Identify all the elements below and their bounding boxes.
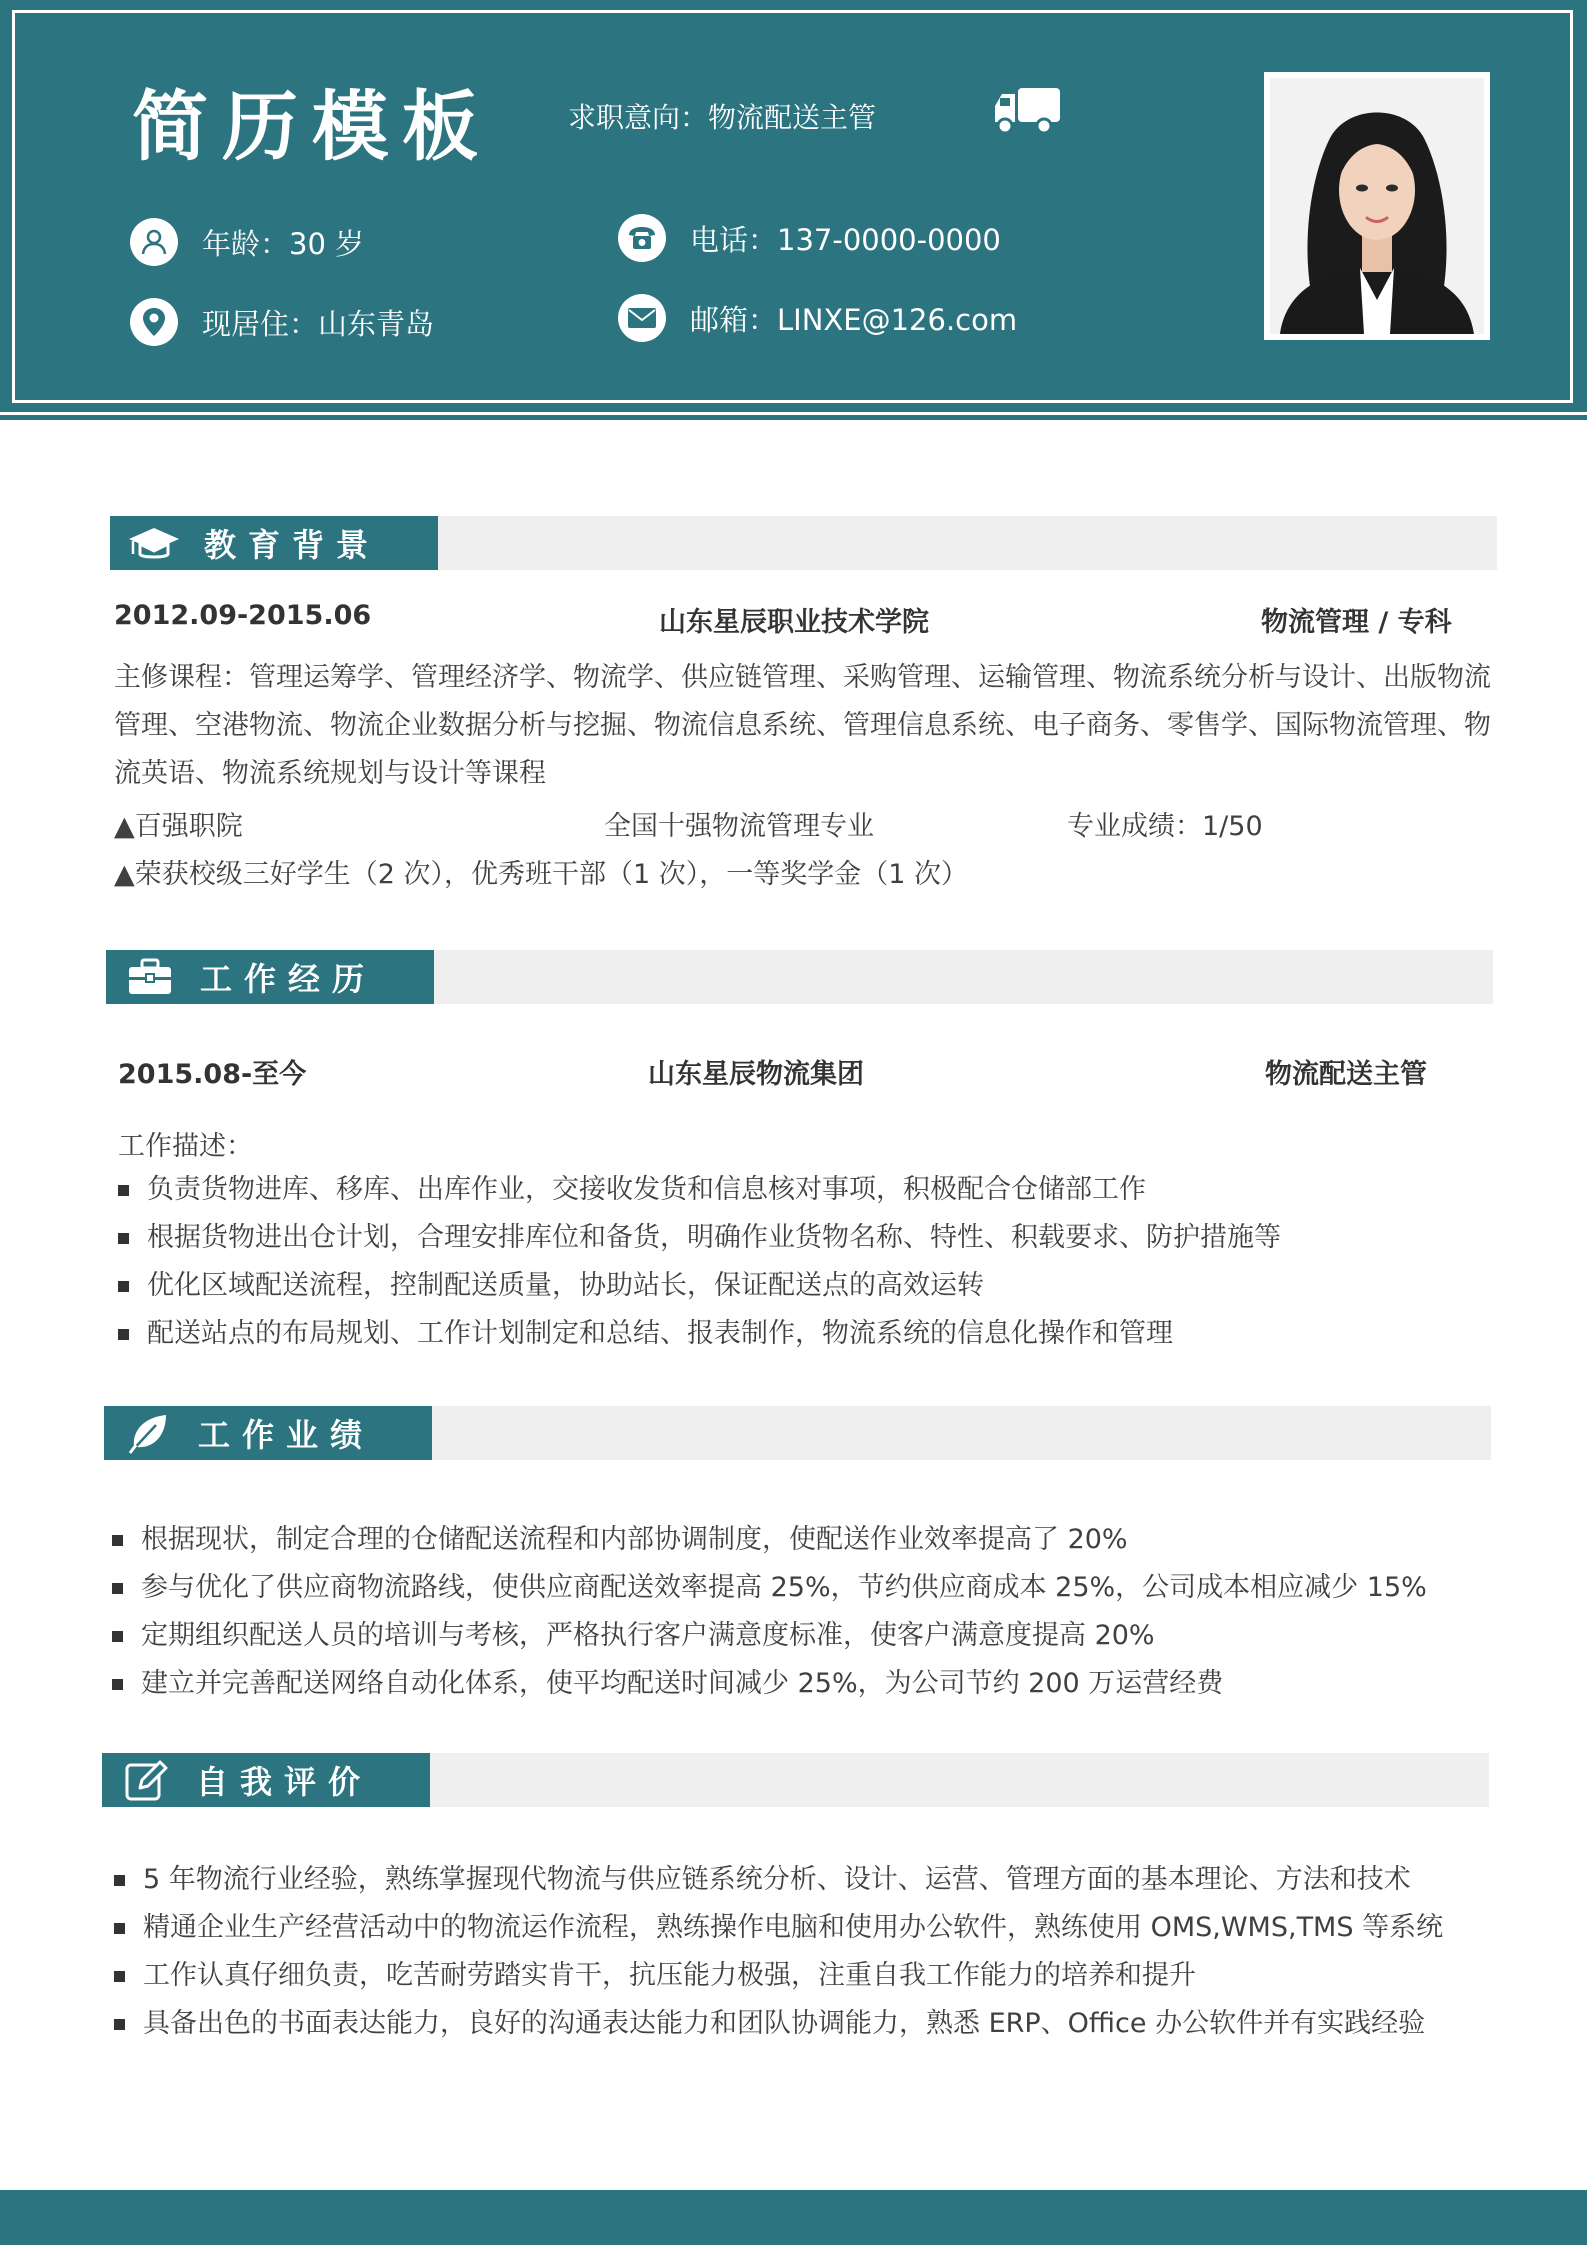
phone-text: 电话：137-0000-0000: [690, 222, 1001, 257]
age-text: 年龄：30 岁: [202, 226, 365, 261]
list-item: 参与优化了供应商物流路线，使供应商配送效率提高 25%，节约供应商成本 25%，公司成本相应减少 15%: [112, 1564, 1427, 1612]
list-item: 根据现状，制定合理的仓储配送流程和内部协调制度，使配送作业效率提高了 20%: [112, 1516, 1427, 1564]
profile-photo: [1264, 72, 1490, 340]
list-item: 优化区域配送流程，控制配送质量，协助站长，保证配送点的高效运转: [118, 1262, 1281, 1310]
education-title: 教育背景: [204, 526, 381, 564]
list-item: 根据货物进出仓计划，合理安排库位和备货，明确作业货物名称、特性、积载要求、防护措施等: [118, 1214, 1281, 1262]
self-eval-section-tab: [102, 1753, 430, 1807]
phone-icon: [618, 214, 666, 262]
work-company: 山东星辰物流集团: [648, 1059, 864, 1090]
work-title: 工作经历: [200, 960, 377, 998]
education-highlight-1: ▲百强职院: [114, 811, 243, 842]
work-period: 2015.08-至今: [118, 1059, 307, 1090]
resume-title: 简历模板: [132, 82, 492, 171]
achievements-list: [112, 1516, 1427, 1708]
graduation-cap-icon: [126, 523, 182, 563]
list-item: 配送站点的布局规划、工作计划制定和总结、报表制作，物流系统的信息化操作和管理: [118, 1310, 1281, 1358]
achievements-title: 工作业绩: [198, 1416, 375, 1454]
email-text: 邮箱：LINXE@126.com: [690, 302, 1018, 337]
list-item: 精通企业生产经营活动中的物流运作流程，熟练操作电脑和使用办公软件，熟练使用 OMS,WMS,TMS 等系统: [114, 1904, 1443, 1952]
age-row: [130, 218, 364, 266]
header-divider: [0, 412, 1587, 415]
person-icon: [130, 218, 178, 266]
self-eval-section-bar: [102, 1753, 1489, 1807]
achievements-section-tab: [104, 1406, 432, 1460]
work-position: 物流配送主管: [1265, 1059, 1427, 1090]
self-eval-title: 自我评价: [196, 1763, 373, 1801]
email-row: [618, 294, 1017, 342]
list-item: 定期组织配送人员的培训与考核，严格执行客户满意度标准，使客户满意度提高 20%: [112, 1612, 1427, 1660]
work-description-label: 工作描述：: [118, 1131, 253, 1162]
education-school: 山东星辰职业技术学院: [659, 607, 929, 638]
leaf-icon: [120, 1413, 176, 1453]
phone-row: [618, 214, 1001, 262]
briefcase-icon: [122, 957, 178, 997]
truck-icon: [992, 86, 1062, 138]
education-section-bar: [110, 516, 1497, 570]
residence-row: [130, 298, 434, 346]
achievements-section-bar: [104, 1406, 1491, 1460]
education-section-tab: [110, 516, 438, 570]
education-period: 2012.09-2015.06: [114, 600, 372, 631]
footer-bar: [0, 2190, 1587, 2245]
education-highlight-2: 全国十强物流管理专业: [604, 811, 874, 842]
list-item: 5 年物流行业经验，熟练掌握现代物流与供应链系统分析、设计、运营、管理方面的基本理论、方法和技术: [114, 1856, 1443, 1904]
list-item: 负责货物进库、移库、出库作业，交接收发货和信息核对事项，积极配合仓储部工作: [118, 1166, 1281, 1214]
job-intention: 求职意向：物流配送主管: [568, 101, 877, 134]
resume-header: [0, 0, 1587, 420]
envelope-icon: [618, 294, 666, 342]
location-pin-icon: [130, 298, 178, 346]
residence-text: 现居住：山东青岛: [202, 306, 435, 341]
education-degree: 物流管理 / 专科: [1261, 607, 1452, 638]
education-courses: 主修课程：管理运筹学、管理经济学、物流学、供应链管理、采购管理、运输管理、物流系统分析与设计、出版物流管理、空港物流、物流企业数据分析与挖掘、物流信息系统、管理信息系统、电子商务、零售学、国际物流管理、物流英语、物流系统规划与设计等课程: [114, 662, 1491, 789]
education-honors: ▲荣获校级三好学生（2 次），优秀班干部（1 次），一等奖学金（1 次）: [114, 859, 969, 890]
education-highlight-3: 专业成绩：1/50: [1067, 811, 1263, 842]
work-section-tab: [106, 950, 434, 1004]
self-eval-list: [114, 1856, 1443, 2048]
work-section-bar: [106, 950, 1493, 1004]
edit-icon: [118, 1760, 174, 1800]
work-description-list: [118, 1166, 1281, 1358]
list-item: 建立并完善配送网络自动化体系，使平均配送时间减少 25%，为公司节约 200 万运营经费: [112, 1660, 1427, 1708]
list-item: 工作认真仔细负责，吃苦耐劳踏实肯干，抗压能力极强，注重自我工作能力的培养和提升: [114, 1952, 1443, 2000]
list-item: 具备出色的书面表达能力，良好的沟通表达能力和团队协调能力，熟悉 ERP、Office 办公软件并有实践经验: [114, 2000, 1443, 2048]
